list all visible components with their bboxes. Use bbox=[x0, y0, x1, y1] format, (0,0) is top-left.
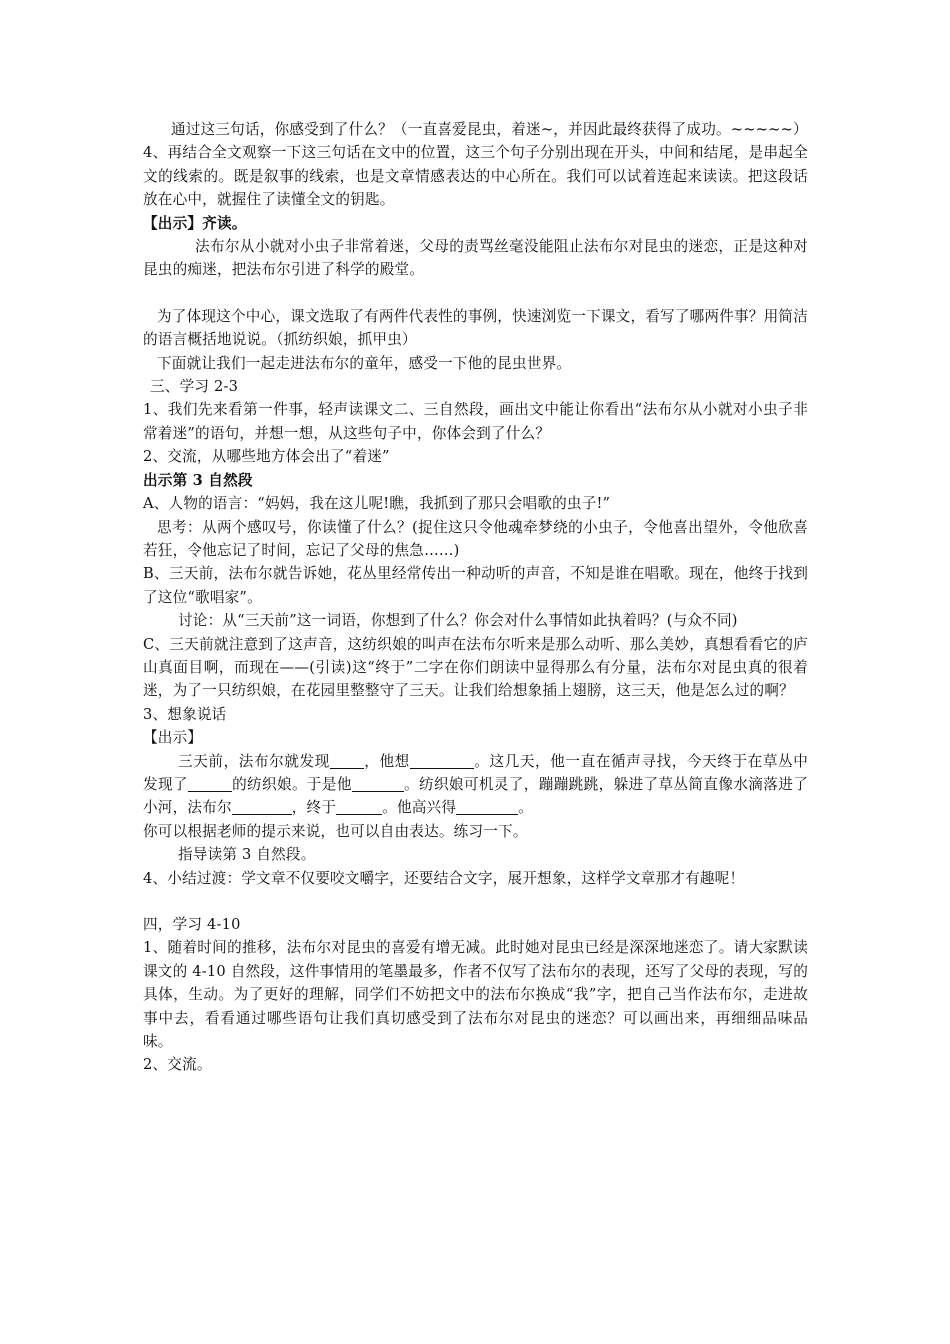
paragraph-imagine-speaking: 3、想象说话 bbox=[143, 705, 227, 723]
paragraph-think: 思考：从两个感叹号，你读懂了什么？(捉住这只令他魂牵梦绕的小虫子，令他喜出望外，令他欣喜若狂，令他忘记了时间，忘记了父母的焦急……) bbox=[143, 518, 808, 559]
show-paragraph-3-heading: 出示第 3 自然段 bbox=[143, 471, 253, 489]
fill-text-5: 。纺织娘可机灵了，蹦蹦跳跳，躲进了草丛简直像水滴落进了小河，法布尔 bbox=[143, 775, 808, 817]
paragraph-step-4: 4、再结合全文观察一下这三句话在文中的位置，这三个句子分别出现在开头，中间和结尾，是串起全文的线索的。既是叙事的线索，也是文章情感表达的中心所在。我们可以试着连起来读读。把这段话放在心中，就握住了读懂全文的钥匙。 bbox=[143, 144, 808, 209]
blank-5[interactable] bbox=[232, 799, 292, 815]
paragraph-transition: 下面就让我们一起走进法布尔的童年，感受一下他的昆虫世界。 bbox=[157, 354, 572, 372]
document-page bbox=[143, 118, 808, 1077]
section-4-heading: 四，学习 4-10 bbox=[143, 916, 241, 933]
paragraph-summary: 4、小结过渡：学文章不仅要咬文嚼字，还要结合文字，展开想象，这样学文章那才有趣呢！ bbox=[143, 869, 745, 887]
spacer bbox=[143, 890, 808, 913]
blank-3[interactable] bbox=[188, 776, 232, 792]
paragraph-point-b: B、三天前，法布尔就告诉她，花丛里经常传出一种动听的声音，不知是谁在唱歌。现在，他终于找到了这位“歌唱家”。 bbox=[143, 565, 808, 606]
paragraph-free-expression: 你可以根据老师的提示来说，也可以自由表达。练习一下。 bbox=[143, 822, 528, 840]
fill-text-6: ，终于 bbox=[291, 799, 337, 817]
paragraph-second-event: 1、随着时间的推移，法布尔对昆虫的喜爱有增无减。此时她对昆虫已经是深深地迷恋了。请大家默读课文的 4-10 自然段，这件事情用的笔墨最多，作者不仅写了法布尔的表现，还写了父母的表现，写的具体，生动。为了更好的理解，同学们不妨把文中的法布尔换成“我”字，把自己当作法布尔，走进故事中去，看看通过哪些语句让我们真切感受到了法布尔对昆虫的迷恋？可以画出来，再细细品味品味。 bbox=[143, 939, 808, 1051]
show-heading: 【出示】 bbox=[143, 729, 203, 747]
blank-2[interactable] bbox=[410, 753, 474, 769]
fill-text-8: 。 bbox=[518, 799, 533, 817]
section-3-heading: 三、学习 2-3 bbox=[150, 378, 239, 396]
spacer bbox=[143, 282, 808, 305]
blank-4[interactable] bbox=[352, 776, 404, 792]
fill-text-3: 。这几天，他一直在循声寻找，今天终于在草丛中发现了 bbox=[143, 752, 808, 793]
paragraph-two-examples: 为了体现这个中心，课文选取了有两件代表性的事例，快速浏览一下课文，看写了哪两件事？用简洁的语言概括地说说。（抓纺织娘，抓甲虫） bbox=[143, 307, 808, 349]
blank-6[interactable] bbox=[336, 799, 382, 815]
fill-text-4: 的纺织娘。于是他 bbox=[231, 775, 352, 793]
fill-text-7: 。他高兴得 bbox=[382, 799, 457, 817]
paragraph-exchange: 2、交流，从哪些地方体会出了“着迷” bbox=[143, 448, 390, 466]
paragraph-central-theme: 法布尔从小就对小虫子非常着迷，父母的责骂丝毫没能阻止法布尔对昆虫的迷恋，正是这种对昆虫的痴迷，把法布尔引进了科学的殿堂。 bbox=[143, 238, 808, 279]
fill-text-1: 三天前，法布尔就发现 bbox=[178, 752, 330, 770]
paragraph-exchange-2: 2、交流。 bbox=[143, 1056, 212, 1074]
paragraph-fill-in-blanks bbox=[143, 750, 808, 820]
paragraph-first-event: 1、我们先来看第一件事，轻声读课文二、三自然段，画出文中能让你看出“法布尔从小就对小虫子非常着迷”的语句，并想一想，从这些句子中，你体会到了什么？ bbox=[143, 401, 808, 442]
fill-text-2: ，他想 bbox=[363, 752, 410, 770]
show-read-together-heading: 【出示】齐读。 bbox=[143, 214, 247, 232]
paragraph-point-c: C、三天前就注意到了这声音，这纺织娘的叫声在法布尔听来是那么动听、那么美妙，真想看看它的庐山真面目啊，而现在——(引读)这“终于”二字在你们朗读中显得那么有分量，法布尔对昆虫真的很着迷，为了一只纺织娘，在花园里整整守了三天。让我们给想象插上翅膀，这三天，他是怎么过的啊？ bbox=[143, 635, 808, 700]
paragraph-reflection-question: 通过这三句话，你感受到了什么？（一直喜爱昆虫，着迷~，并因此最终获得了成功。~~~~~） bbox=[171, 121, 808, 138]
blank-7[interactable] bbox=[456, 799, 518, 815]
paragraph-point-a: A、人物的语言：“妈妈，我在这儿呢!瞧，我抓到了那只会唱歌的虫子!” bbox=[143, 495, 611, 513]
paragraph-discussion: 讨论：从“三天前”这一词语，你想到了什么？你会对什么事情如此执着吗？(与众不同) bbox=[178, 612, 738, 630]
paragraph-guided-reading: 指导读第 3 自然段。 bbox=[178, 846, 316, 864]
blank-1[interactable] bbox=[330, 753, 364, 769]
